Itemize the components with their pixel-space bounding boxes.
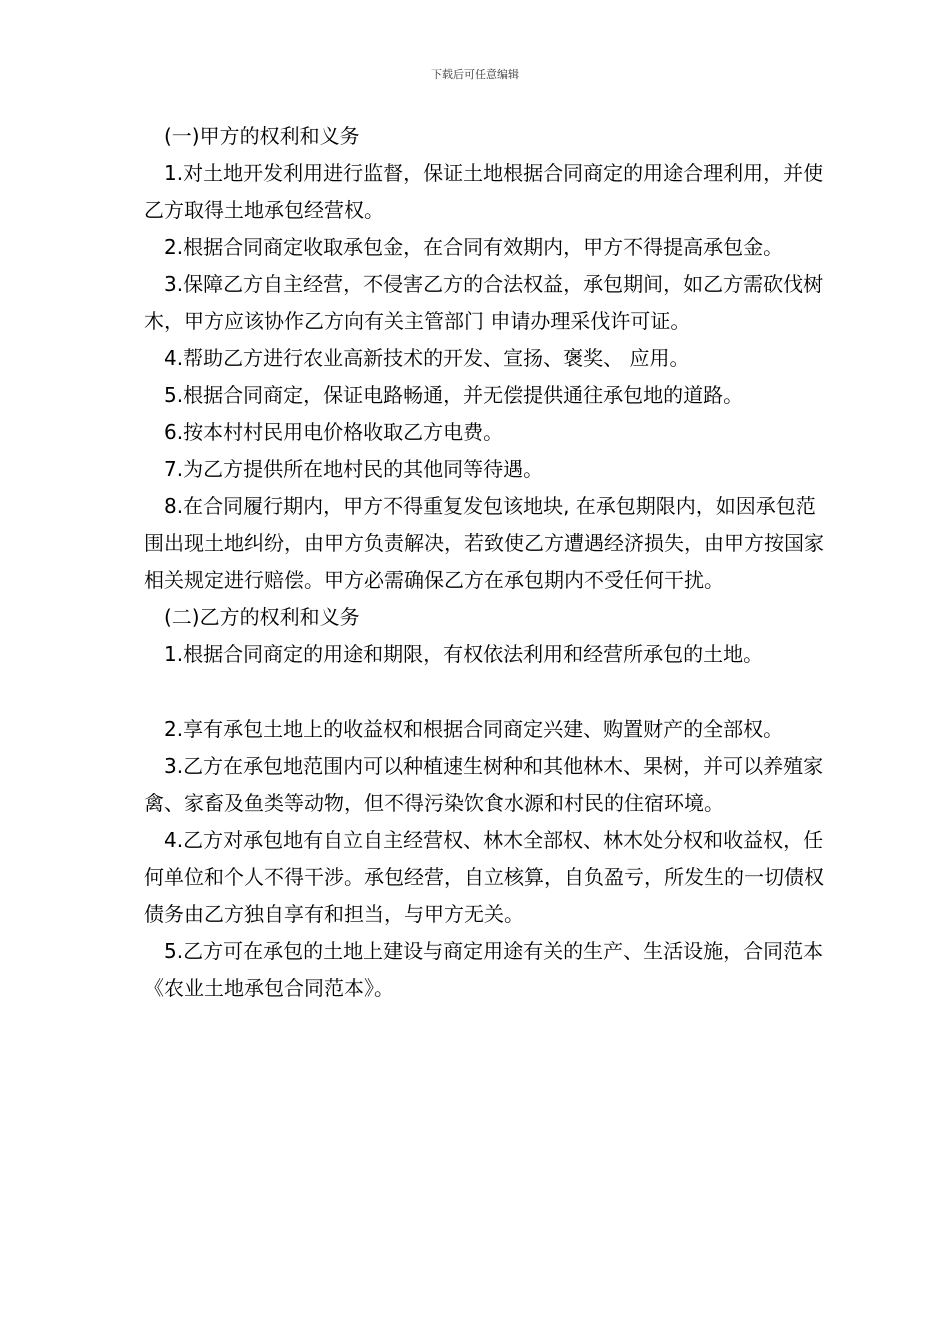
section-a-item-6: 6.按本村村民用电价格收取乙方电费。 xyxy=(164,420,504,444)
section-b-item-3: 3.乙方在承包地范围内可以种植速生树种和其他林木、果树，并可以养殖家禽、家畜及鱼类等动物，但不得污染饮食水源和村民的住宿环境。 xyxy=(144,754,824,815)
section-a-item-1: 1.对土地开发利用进行监督，保证土地根据合同商定的用途合理利用，并使乙方取得土地承包经营权。 xyxy=(144,161,824,222)
section-a-item-4: 4.帮助乙方进行农业高新技术的开发、宣扬、褒奖、 应用。 xyxy=(164,346,690,370)
section-a-item-5: 5.根据合同商定，保证电路畅通，并无偿提供通往承包地的道路。 xyxy=(164,383,744,407)
page-header: 下载后可任意编辑 xyxy=(431,68,519,81)
section-a-item-2: 2.根据合同商定收取承包金，在合同有效期内，甲方不得提高承包金。 xyxy=(164,235,784,259)
section-a-item-3: 3.保障乙方自主经营，不侵害乙方的合法权益，承包期间，如乙方需砍伐树木，甲方应该协作乙方向有关主管部门 申请办理采伐许可证。 xyxy=(144,272,824,333)
section-b-title: (二)乙方的权利和义务 xyxy=(164,605,360,629)
document-body xyxy=(144,118,824,1007)
section-a-item-7: 7.为乙方提供所在地村民的其他同等待遇。 xyxy=(164,457,544,481)
paragraph-gap xyxy=(144,673,824,711)
section-b-item-4: 4.乙方对承包地有自立自主经营权、林木全部权、林木处分权和收益权，任何单位和个人不得干涉。承包经营，自立核算，自负盈亏，所发生的一切债权债务由乙方独自享有和担当，与甲方无关。 xyxy=(144,828,824,926)
section-a-title: (一)甲方的权利和义务 xyxy=(164,124,360,148)
section-b-item-5: 5.乙方可在承包的土地上建设与商定用途有关的生产、生活设施，合同范本《农业土地承包合同范本》。 xyxy=(144,939,824,1000)
section-b-item-2: 2.享有承包土地上的收益权和根据合同商定兴建、购置财产的全部权。 xyxy=(164,717,784,741)
section-b-item-1: 1.根据合同商定的用途和期限，有权依法利用和经营所承包的土地。 xyxy=(164,642,764,666)
section-a-item-8: 8.在合同履行期内，甲方不得重复发包该地块, 在承包期限内，如因承包范围出现土地纠纷，由甲方负责解决，若致使乙方遭遇经济损失，由甲方按国家相关规定进行赔偿。甲方必需确保乙方在承包期内不受任何干扰。 xyxy=(144,494,824,592)
